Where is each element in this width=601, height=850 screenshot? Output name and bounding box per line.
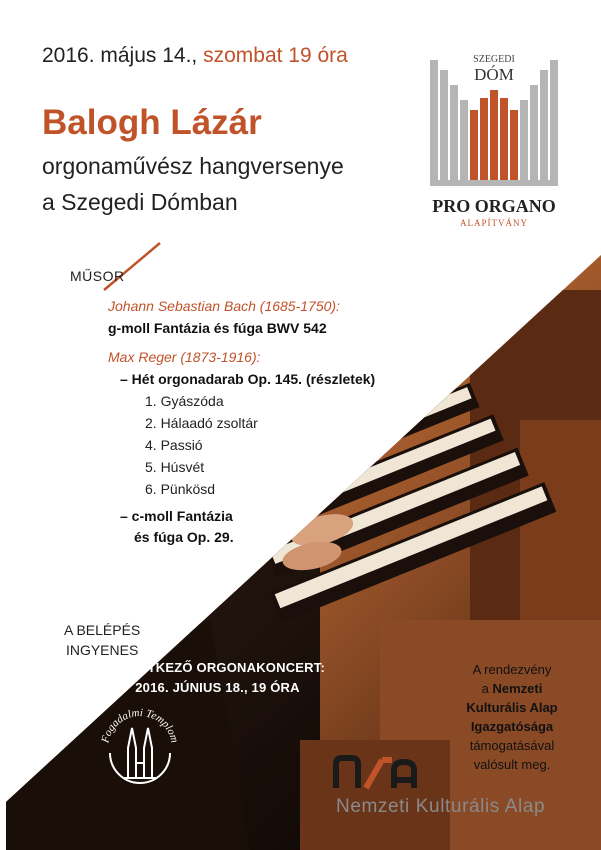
movement-item: 6. Pünkösd (145, 481, 216, 497)
work-bach: g-moll Fantázia és fúga BWV 542 (108, 320, 327, 336)
work-reger-op29-line1: – c-moll Fantázia (120, 508, 233, 524)
logo-name: PRO ORGANO (432, 196, 556, 216)
subtitle-line-2: a Szegedi Dómban (42, 189, 238, 215)
support-line-2-prefix: a (481, 681, 493, 696)
movement-item: 4. Passió (145, 437, 203, 453)
work-reger-op145: – Hét orgonadarab Op. 145. (részletek) (120, 371, 376, 387)
support-line-4: Igazgatósága (470, 719, 554, 734)
church-logo-text: Fogadalmi Templom (99, 706, 181, 745)
movement-item: 1. Gyászóda (145, 393, 224, 409)
logo-foundation: ALAPÍTVÁNY (460, 218, 528, 228)
church-icon (110, 728, 170, 783)
logo-top-big: DÓM (474, 65, 514, 84)
entry-line-2: INGYENES (65, 642, 139, 658)
event-date (42, 44, 348, 68)
next-concert-line-2: 2016. JÚNIUS 18., 19 ÓRA (135, 680, 300, 695)
nka-logo (332, 752, 422, 792)
pro-organo-logo (426, 40, 566, 235)
logo-top-small: SZEGEDI (473, 54, 515, 65)
movement-item: 5. Húsvét (145, 459, 205, 475)
work-reger-op29-line2: és fúga Op. 29. (134, 529, 234, 545)
movement-item: 2. Hálaadó zsoltár (145, 415, 258, 431)
support-line-2 (442, 679, 582, 698)
support-text (442, 660, 582, 774)
church-logo (98, 698, 182, 788)
composer-bach: Johann Sebastian Bach (1685-1750): (108, 298, 340, 314)
date-prefix: 2016. május 14., (42, 44, 198, 67)
nka-name: Nemzeti Kulturális Alap (336, 796, 546, 817)
date-highlight: szombat 19 óra (203, 44, 348, 67)
next-concert-line-1: KÖVETKEZŐ ORGONAKONCERT: (110, 660, 325, 675)
program-heading: MŰSOR (70, 268, 125, 284)
free-entry (64, 620, 140, 660)
next-concert (110, 658, 325, 698)
composer-reger: Max Reger (1873-1916): (108, 349, 261, 365)
support-line-6: valósult meg. (473, 757, 551, 772)
support-line-2-bold: Nemzeti (492, 681, 543, 696)
subtitle-line-1: orgonaművész hangversenye (42, 153, 344, 179)
entry-line-1: A BELÉPÉS (64, 622, 141, 638)
performer-name: Balogh Lázár (42, 103, 262, 142)
support-line-1: A rendezvény (472, 662, 552, 677)
support-line-5: támogatásával (469, 738, 555, 753)
support-line-3: Kulturális Alap (466, 700, 558, 715)
